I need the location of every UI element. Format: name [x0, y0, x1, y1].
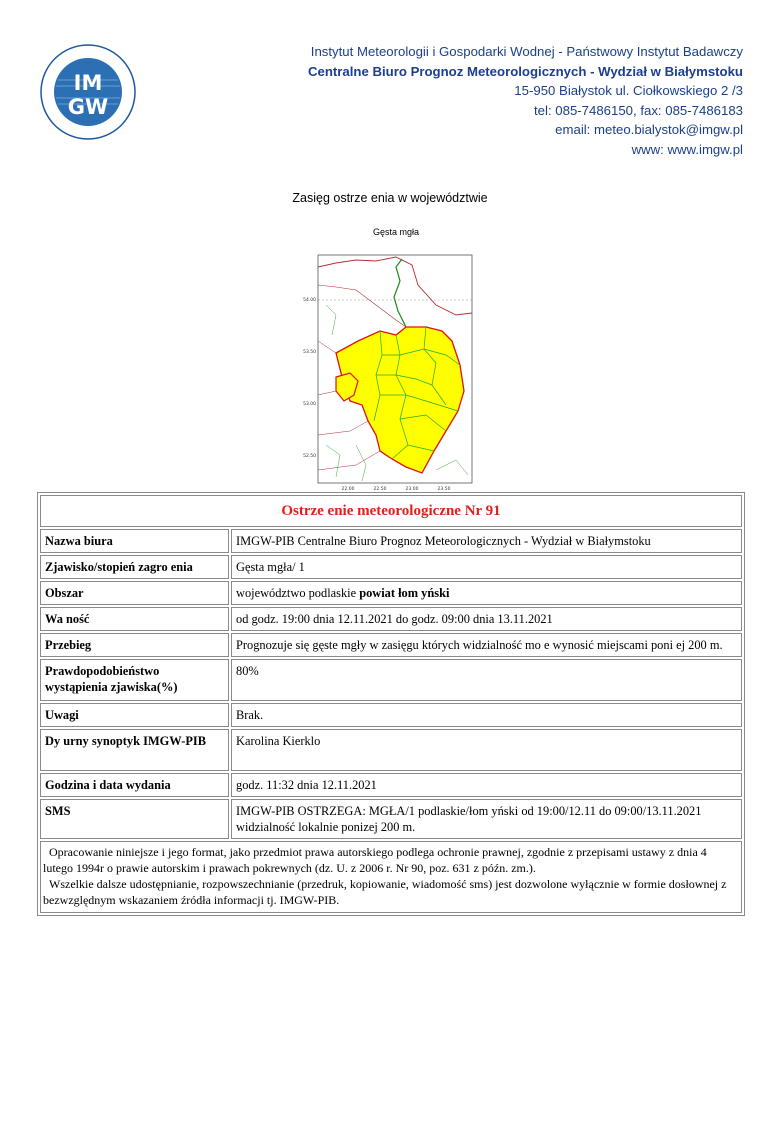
row-value: Karolina Kierklo	[231, 729, 742, 771]
table-row	[40, 633, 742, 657]
row-value: Brak.	[231, 703, 742, 727]
row-value	[231, 581, 742, 605]
map-svg	[296, 245, 496, 495]
logo-text-bottom: GW	[67, 95, 109, 119]
table-row	[40, 555, 742, 579]
row-label: Dy urny synoptyk IMGW-PIB	[40, 729, 229, 771]
institution-name: Instytut Meteorologii i Gospodarki Wodnej - Państwowy Instytut Badawczy	[310, 44, 743, 59]
row-value: godz. 11:32 dnia 12.11.2021	[231, 773, 742, 797]
row-label: Przebieg	[40, 633, 229, 657]
table-row	[40, 659, 742, 701]
copyright-footer	[40, 841, 742, 913]
row-label: Wa ność	[40, 607, 229, 631]
warning-table	[37, 492, 745, 916]
copyright-paragraph: Opracowanie niniejsze i jego format, jako przedmiot prawa autorskiego podlega ochronie prawnej, zgodnie z przepisami ustawy z dnia 4 lutego 1994r o prawie autorskim i prawach pokrewnych (dz. U. z 2006 r. Nr 90, poz. 631 z późn. zm.).	[43, 845, 710, 875]
table-row	[40, 773, 742, 797]
map-phenomenon-label: Gęsta mgła	[372, 227, 420, 237]
row-label: Zjawisko/stopień zagro enia	[40, 555, 229, 579]
table-row	[40, 529, 742, 553]
lon-label: 22.00	[341, 487, 355, 492]
area-voivodeship: województwo podlaskie	[236, 586, 360, 600]
table-row	[40, 729, 742, 771]
lat-label: 53.00	[303, 402, 316, 407]
row-label: Obszar	[40, 581, 229, 605]
table-row	[40, 581, 742, 605]
row-value: IMGW-PIB OSTRZEGA: MGŁA/1 podlaskie/łom yński od 19:00/12.11 do 09:00/13.11.2021 widzialność lokalnie ponizej 200 m.	[231, 799, 742, 839]
lat-label: 54.00	[303, 298, 316, 303]
lon-label: 22.50	[373, 487, 387, 492]
lon-label: 23.50	[437, 487, 451, 492]
row-value: 80%	[231, 659, 742, 701]
imgw-logo	[38, 44, 138, 140]
area-district: powiat łom yński	[359, 586, 450, 600]
email[interactable]: email: meteo.bialystok@imgw.pl	[555, 122, 743, 137]
map-title: Zasięg ostrze enia w województwie	[292, 191, 488, 205]
row-label: Uwagi	[40, 703, 229, 727]
row-label: SMS	[40, 799, 229, 839]
table-row	[40, 703, 742, 727]
address: 15-950 Białystok ul. Ciołkowskiego 2 /3	[514, 83, 743, 98]
row-value: IMGW-PIB Centralne Biuro Prognoz Meteorologicznych - Wydział w Białymstoku	[231, 529, 742, 553]
office-name: Centralne Biuro Prognoz Meteorologicznych - Wydział w Białymstoku	[307, 63, 743, 79]
warning-map	[296, 227, 496, 495]
row-value: Gęsta mgła/ 1	[231, 555, 742, 579]
lat-label: 53.50	[303, 350, 316, 355]
warning-title: Ostrze enie meteorologiczne Nr 91	[40, 495, 742, 527]
website[interactable]: www: www.imgw.pl	[631, 141, 743, 157]
row-label: Godzina i data wydania	[40, 773, 229, 797]
row-label: Prawdopodobieństwo wystąpienia zjawiska(%)	[40, 659, 229, 701]
row-value: od godz. 19:00 dnia 12.11.2021 do godz. 09:00 dnia 13.11.2021	[231, 607, 742, 631]
phone-fax: tel: 085-7486150, fax: 085-7486183	[534, 102, 743, 118]
table-row	[40, 799, 742, 839]
lon-label: 23.00	[405, 487, 419, 492]
row-label: Nazwa biura	[40, 529, 229, 553]
logo-text-top: IM	[73, 71, 103, 95]
table-row	[40, 607, 742, 631]
lat-label: 52.50	[303, 454, 316, 459]
distribution-paragraph: Wszelkie dalsze udostępnianie, rozpowszechnianie (przedruk, kopiowanie, wiadomość sms) jest dozwolone wyłącznie w formie dosłownej z bezwzględnym wskazaniem źródła informacji tj. IMGW-PIB.	[43, 877, 730, 907]
row-value: Prognozuje się gęste mgły w zasięgu których widzialność mo e wynosić miejscami poni ej 200 m.	[231, 633, 742, 657]
institution-header	[308, 42, 743, 159]
